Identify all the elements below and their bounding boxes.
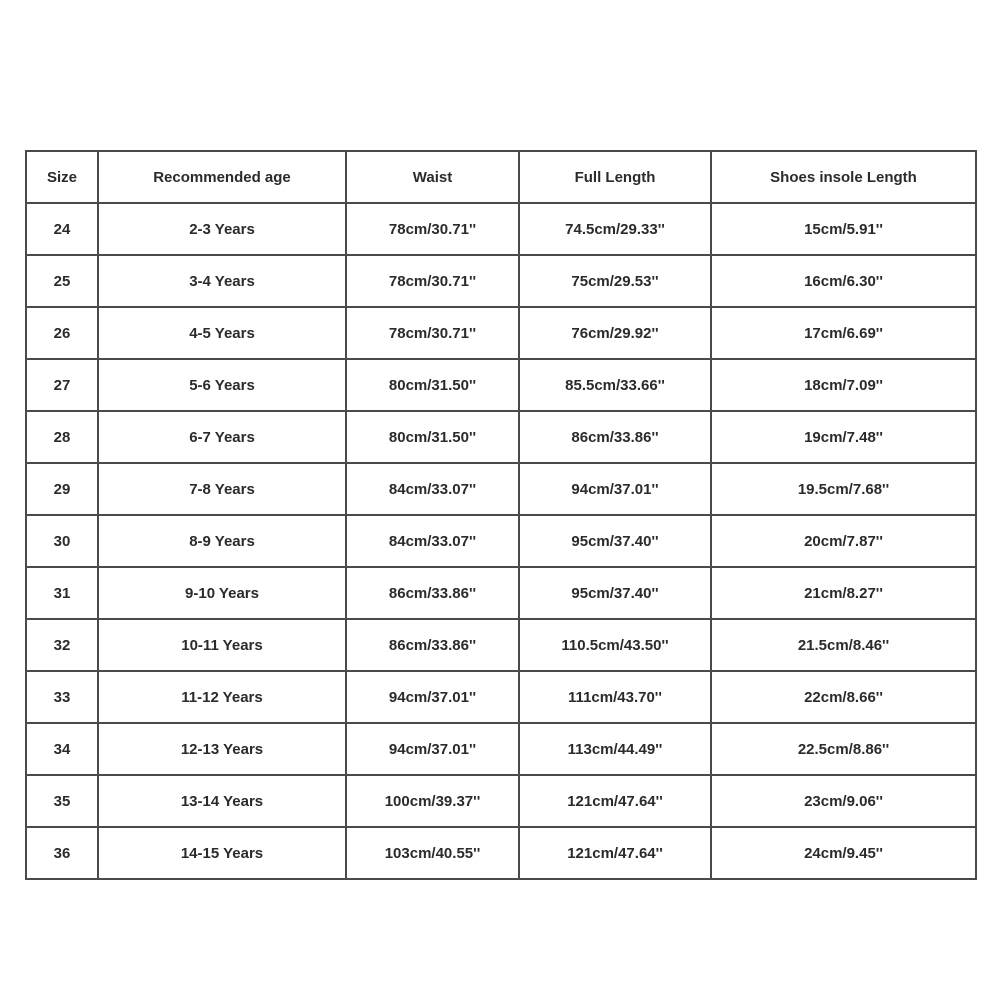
cell-recommended-age: 10-11 Years — [98, 619, 346, 671]
header-recommended-age: Recommended age — [98, 151, 346, 203]
cell-full-length: 85.5cm/33.66'' — [519, 359, 711, 411]
cell-waist: 78cm/30.71'' — [346, 307, 519, 359]
table-row — [26, 463, 976, 515]
table-row — [26, 723, 976, 775]
cell-waist: 80cm/31.50'' — [346, 359, 519, 411]
cell-recommended-age: 13-14 Years — [98, 775, 346, 827]
table-row — [26, 671, 976, 723]
cell-size: 29 — [26, 463, 98, 515]
cell-size: 24 — [26, 203, 98, 255]
table-row — [26, 359, 976, 411]
header-waist: Waist — [346, 151, 519, 203]
cell-waist: 80cm/31.50'' — [346, 411, 519, 463]
cell-size: 33 — [26, 671, 98, 723]
cell-waist: 78cm/30.71'' — [346, 203, 519, 255]
cell-shoes-insole-length: 16cm/6.30'' — [711, 255, 976, 307]
table-row — [26, 775, 976, 827]
cell-shoes-insole-length: 15cm/5.91'' — [711, 203, 976, 255]
cell-shoes-insole-length: 23cm/9.06'' — [711, 775, 976, 827]
cell-recommended-age: 11-12 Years — [98, 671, 346, 723]
cell-full-length: 95cm/37.40'' — [519, 567, 711, 619]
cell-full-length: 111cm/43.70'' — [519, 671, 711, 723]
cell-size: 30 — [26, 515, 98, 567]
cell-full-length: 74.5cm/29.33'' — [519, 203, 711, 255]
header-size: Size — [26, 151, 98, 203]
cell-size: 28 — [26, 411, 98, 463]
header-row — [26, 151, 976, 203]
table-row — [26, 619, 976, 671]
table-row — [26, 203, 976, 255]
cell-shoes-insole-length: 21cm/8.27'' — [711, 567, 976, 619]
cell-full-length: 76cm/29.92'' — [519, 307, 711, 359]
cell-recommended-age: 9-10 Years — [98, 567, 346, 619]
cell-size: 34 — [26, 723, 98, 775]
cell-recommended-age: 3-4 Years — [98, 255, 346, 307]
cell-waist: 94cm/37.01'' — [346, 671, 519, 723]
cell-shoes-insole-length: 24cm/9.45'' — [711, 827, 976, 879]
cell-full-length: 121cm/47.64'' — [519, 827, 711, 879]
cell-waist: 78cm/30.71'' — [346, 255, 519, 307]
cell-shoes-insole-length: 18cm/7.09'' — [711, 359, 976, 411]
table-header — [26, 151, 976, 203]
cell-recommended-age: 4-5 Years — [98, 307, 346, 359]
cell-shoes-insole-length: 21.5cm/8.46'' — [711, 619, 976, 671]
cell-full-length: 75cm/29.53'' — [519, 255, 711, 307]
cell-full-length: 113cm/44.49'' — [519, 723, 711, 775]
cell-size: 25 — [26, 255, 98, 307]
cell-waist: 103cm/40.55'' — [346, 827, 519, 879]
cell-full-length: 86cm/33.86'' — [519, 411, 711, 463]
table-row — [26, 827, 976, 879]
cell-waist: 86cm/33.86'' — [346, 619, 519, 671]
cell-recommended-age: 14-15 Years — [98, 827, 346, 879]
cell-shoes-insole-length: 22cm/8.66'' — [711, 671, 976, 723]
table-row — [26, 411, 976, 463]
cell-recommended-age: 7-8 Years — [98, 463, 346, 515]
cell-shoes-insole-length: 22.5cm/8.86'' — [711, 723, 976, 775]
header-shoes-insole-length: Shoes insole Length — [711, 151, 976, 203]
cell-waist: 84cm/33.07'' — [346, 463, 519, 515]
cell-recommended-age: 12-13 Years — [98, 723, 346, 775]
cell-size: 36 — [26, 827, 98, 879]
cell-recommended-age: 5-6 Years — [98, 359, 346, 411]
cell-waist: 100cm/39.37'' — [346, 775, 519, 827]
cell-recommended-age: 2-3 Years — [98, 203, 346, 255]
cell-size: 26 — [26, 307, 98, 359]
table-row — [26, 567, 976, 619]
cell-recommended-age: 8-9 Years — [98, 515, 346, 567]
cell-full-length: 121cm/47.64'' — [519, 775, 711, 827]
cell-shoes-insole-length: 19.5cm/7.68'' — [711, 463, 976, 515]
size-chart-table — [25, 150, 977, 880]
cell-full-length: 95cm/37.40'' — [519, 515, 711, 567]
cell-shoes-insole-length: 20cm/7.87'' — [711, 515, 976, 567]
cell-shoes-insole-length: 19cm/7.48'' — [711, 411, 976, 463]
cell-full-length: 110.5cm/43.50'' — [519, 619, 711, 671]
cell-size: 31 — [26, 567, 98, 619]
header-full-length: Full Length — [519, 151, 711, 203]
table-row — [26, 255, 976, 307]
table-row — [26, 307, 976, 359]
table-body — [26, 203, 976, 879]
cell-waist: 86cm/33.86'' — [346, 567, 519, 619]
cell-shoes-insole-length: 17cm/6.69'' — [711, 307, 976, 359]
cell-waist: 94cm/37.01'' — [346, 723, 519, 775]
cell-waist: 84cm/33.07'' — [346, 515, 519, 567]
table-row — [26, 515, 976, 567]
cell-size: 32 — [26, 619, 98, 671]
cell-size: 35 — [26, 775, 98, 827]
cell-full-length: 94cm/37.01'' — [519, 463, 711, 515]
cell-size: 27 — [26, 359, 98, 411]
cell-recommended-age: 6-7 Years — [98, 411, 346, 463]
